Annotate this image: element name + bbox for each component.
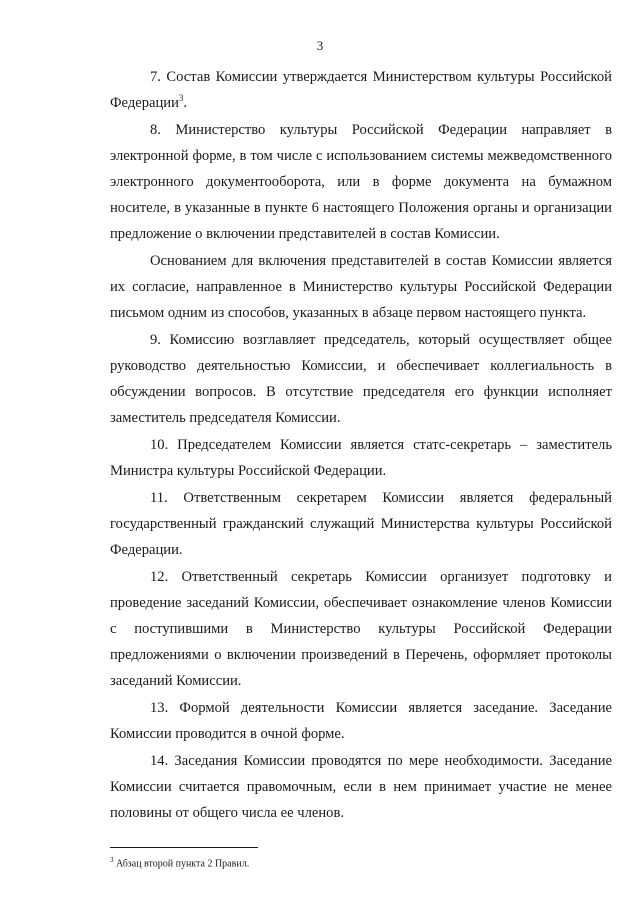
paragraph-7: 7. Состав Комиссии утверждается Министерством культуры Российской Федерации$^3$. [110, 69, 612, 111]
page-number: 3 [316, 38, 324, 53]
footnote-divider [110, 847, 258, 848]
footnote-reference: 3 [178, 93, 184, 104]
footnote-text: Абзац второй пункта 2 Правил. [113, 858, 250, 870]
paragraph-9: 9. Комиссию возглавляет председатель, который осуществляет общее руководство деятельностью Комиссии, и обеспечивает коллегиальность в обсуждении вопросов. В отсутствие председателя его функции исполняет заместитель председателя Комиссии. [110, 332, 612, 426]
paragraph-11: 11. Ответственным секретарем Комиссии является федеральный государственный гражданский служащий Министерства культуры Российской Федерации. [110, 490, 612, 558]
paragraph-8-basis: Основанием для включения представителей в состав Комиссии является их согласие, направленное в Министерство культуры Российской Федерации письмом одним из способов, указанных в абзаце первом настоящего пункта. [110, 253, 612, 321]
paragraph-14: 14. Заседания Комиссии проводятся по мере необходимости. Заседание Комиссии считается правомочным, если в нем принимает участие не менее половины от общего числа ее членов. [110, 753, 612, 821]
paragraph-13: 13. Формой деятельности Комиссии является заседание. Заседание Комиссии проводится в очной форме. [110, 700, 612, 742]
footnote-marker: 3 [110, 856, 114, 864]
paragraph-8: 8. Министерство культуры Российской Федерации направляет в электронной форме, в том числе с использованием системы межведомственного электронного документооборота, или в форме документа на бумажном носителе, в указанные в пункте 6 настоящего Положения органы и организации предложение о включении представителей в состав Комиссии. [110, 122, 612, 242]
document-body [110, 64, 612, 826]
paragraph-10: 10. Председателем Комиссии является статс-секретарь – заместитель Министра культуры Российской Федерации. [110, 437, 612, 479]
paragraph-12: 12. Ответственный секретарь Комиссии организует подготовку и проведение заседаний Комиссии, обеспечивает ознакомление членов Комиссии с поступившими в Министерство культуры Российской Федерации предложениями о включении произведений в Перечень, оформляет протоколы заседаний Комиссии. [110, 569, 612, 689]
footnote [110, 854, 610, 870]
